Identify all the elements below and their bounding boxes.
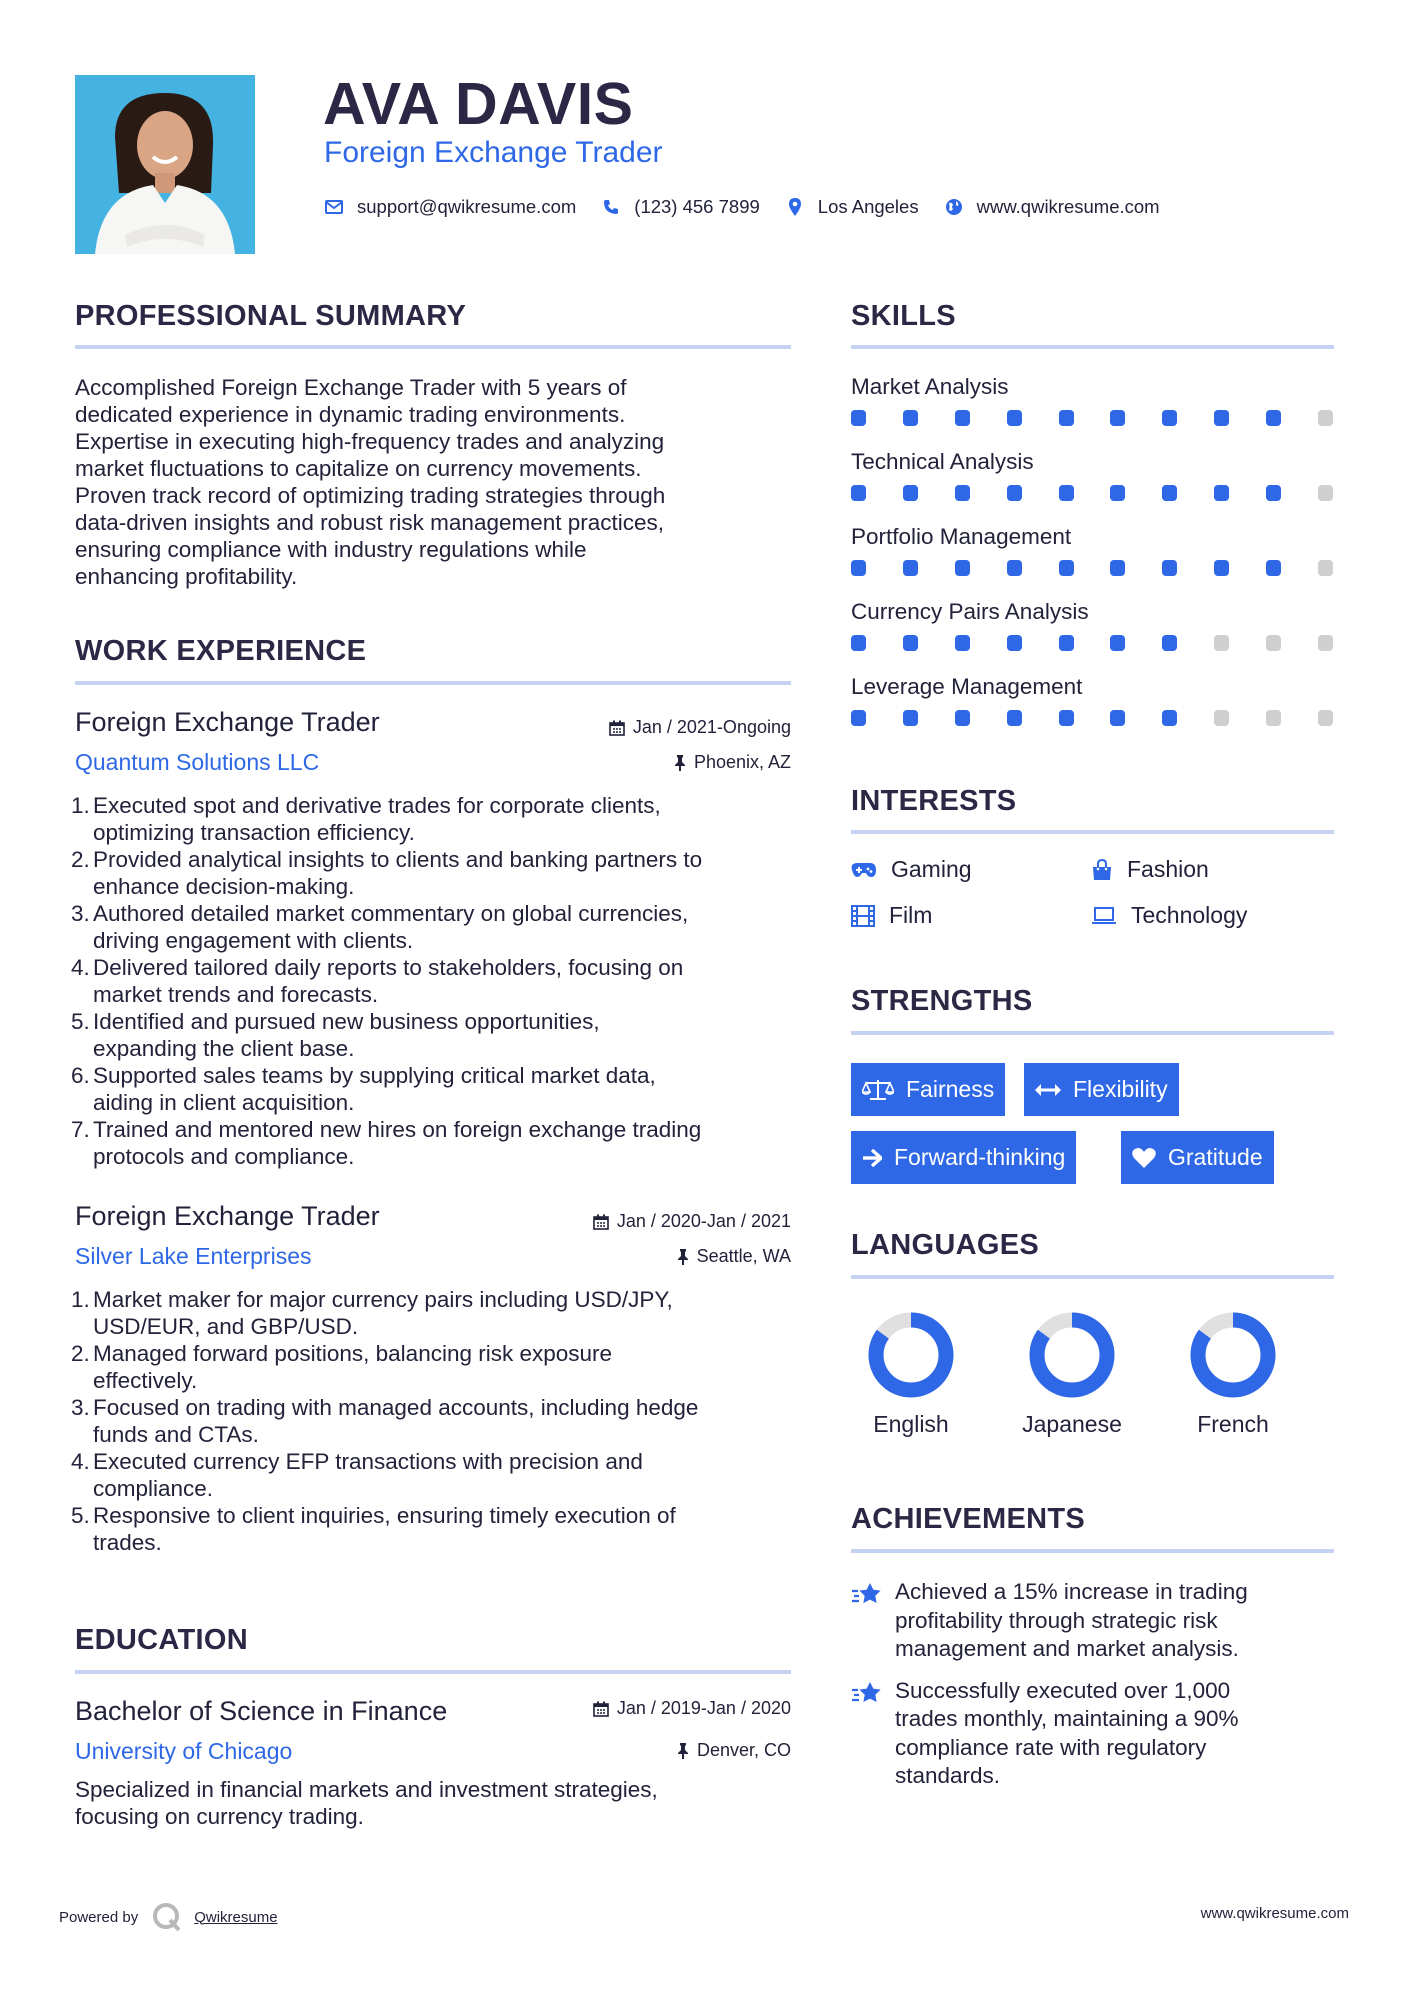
skill-item [851, 524, 1333, 576]
rating-dot-filled [1059, 410, 1074, 426]
map-marker-icon [784, 196, 806, 218]
job-date [609, 717, 791, 738]
list-item: 1. Executed spot and derivative trades for corporate clients, optimizing transaction efficiency. [71, 793, 661, 845]
strength-badge [1121, 1131, 1274, 1184]
powered-by-label: Powered by [59, 1908, 139, 1926]
rating-dot-empty [1266, 710, 1281, 726]
rating-dot-filled [955, 560, 970, 576]
pin-icon [674, 754, 686, 771]
rating-dot-filled [1059, 560, 1074, 576]
pin-icon [677, 1248, 689, 1265]
job-title: Foreign Exchange Trader [75, 1201, 380, 1231]
achievements-divider [851, 1549, 1334, 1553]
school-name: University of Chicago [75, 1738, 293, 1764]
rating-dot-empty [1318, 560, 1333, 576]
envelope-icon [323, 196, 345, 218]
rating-dot-filled [1007, 410, 1022, 426]
job-bullets [71, 792, 805, 1170]
rating-dot-filled [955, 485, 970, 501]
job-date-text: Jan / 2021-Ongoing [632, 717, 791, 737]
summary-line: data-driven insights and robust risk management practices, [75, 510, 665, 535]
contact-email[interactable]: support@qwikresume.com [357, 196, 577, 217]
interest-item [851, 902, 932, 929]
rating-dot-filled [1162, 710, 1177, 726]
rating-dot-filled [903, 710, 918, 726]
experience-heading: WORK EXPERIENCE [75, 635, 367, 667]
rating-dot-filled [1059, 635, 1074, 651]
summary-line: Expertise in executing high-frequency trades and analyzing [75, 429, 665, 454]
job-bullets [71, 1286, 805, 1556]
gamepad-icon [851, 861, 877, 879]
strength-badge [851, 1131, 1076, 1184]
skill-rating [851, 635, 1333, 651]
job-location [674, 752, 791, 773]
rating-dot-empty [1266, 635, 1281, 651]
list-item: 4. Executed currency EFP transactions with precision and compliance. [71, 1449, 643, 1501]
rating-dot-filled [1110, 560, 1125, 576]
interest-label: Gaming [891, 856, 972, 882]
rating-dot-filled [851, 710, 866, 726]
skills-divider [851, 345, 1334, 349]
summary-line: ensuring compliance with industry regulations while [75, 537, 587, 562]
education-date-text: Jan / 2019-Jan / 2020 [616, 1698, 791, 1718]
skill-item [851, 599, 1333, 651]
rating-dot-filled [1162, 485, 1177, 501]
education-heading: EDUCATION [75, 1624, 248, 1656]
rating-dot-filled [1266, 410, 1281, 426]
strengths-heading: STRENGTHS [851, 985, 1033, 1017]
languages-heading: LANGUAGES [851, 1229, 1039, 1261]
skill-item [851, 449, 1333, 501]
rating-dot-filled [1214, 410, 1229, 426]
interest-item [851, 856, 972, 883]
rating-dot-filled [1110, 485, 1125, 501]
job-title: Foreign Exchange Trader [75, 707, 380, 737]
interests-heading: INTERESTS [851, 785, 1017, 817]
language-donut [841, 1310, 981, 1402]
skill-rating [851, 485, 1333, 501]
star-award-icon [851, 1582, 883, 1608]
rating-dot-empty [1318, 710, 1333, 726]
contact-website[interactable]: www.qwikresume.com [976, 196, 1160, 217]
experience-divider [75, 681, 791, 685]
summary-heading: PROFESSIONAL SUMMARY [75, 300, 467, 332]
qwikresume-link[interactable]: Qwikresume [194, 1908, 278, 1926]
arrow-right-icon [862, 1149, 882, 1167]
rating-dot-filled [1059, 485, 1074, 501]
summary-line: enhancing profitability. [75, 564, 298, 589]
star-award-icon [851, 1681, 883, 1707]
rating-dot-filled [1007, 485, 1022, 501]
skill-name: Leverage Management [851, 674, 1083, 699]
contact-bar [323, 194, 1184, 220]
languages-divider [851, 1275, 1334, 1279]
strength-label: Fairness [906, 1076, 995, 1102]
language-label: English [873, 1411, 949, 1437]
calendar-icon [593, 1701, 609, 1717]
skills-heading: SKILLS [851, 300, 956, 332]
rating-dot-filled [903, 635, 918, 651]
list-item: 1. Market maker for major currency pairs including USD/JPY, USD/EUR, and GBP/USD. [71, 1287, 673, 1339]
rating-dot-filled [1214, 560, 1229, 576]
rating-dot-filled [1266, 560, 1281, 576]
contact-location: Los Angeles [817, 196, 919, 217]
job-date [593, 1211, 791, 1232]
profile-photo [75, 75, 255, 254]
phone-icon [600, 196, 622, 218]
rating-dot-filled [903, 560, 918, 576]
rating-dot-filled [1162, 635, 1177, 651]
strength-label: Forward-thinking [894, 1144, 1066, 1170]
language-item [1002, 1310, 1142, 1438]
skill-rating [851, 710, 1333, 726]
degree-title: Bachelor of Science in Finance [75, 1696, 448, 1726]
interest-label: Fashion [1127, 856, 1209, 882]
list-item: 5. Responsive to client inquiries, ensuring timely execution of trades. [71, 1503, 676, 1555]
rating-dot-filled [1007, 710, 1022, 726]
achievements-list [851, 1578, 1351, 1791]
education-date [593, 1698, 791, 1719]
rating-dot-empty [1318, 635, 1333, 651]
rating-dot-filled [1110, 410, 1125, 426]
education-description: Specialized in financial markets and investment strategies, focusing on currency trading. [75, 1777, 658, 1829]
pin-icon [677, 1742, 689, 1759]
list-item: 6. Supported sales teams by supplying critical market data, aiding in client acquisition. [71, 1063, 656, 1115]
skill-name: Portfolio Management [851, 524, 1072, 549]
language-donut [1002, 1310, 1142, 1402]
shopping-bag-icon [1091, 859, 1113, 881]
rating-dot-filled [903, 485, 918, 501]
rating-dot-filled [1162, 560, 1177, 576]
rating-dot-filled [1162, 410, 1177, 426]
job-date-text: Jan / 2020-Jan / 2021 [616, 1211, 791, 1231]
interest-label: Technology [1131, 902, 1248, 928]
education-divider [75, 1670, 791, 1674]
achievement-item: Successfully executed over 1,000 trades monthly, maintaining a 90% compliance rate with regulatory standards. [851, 1677, 1351, 1791]
rating-dot-filled [851, 560, 866, 576]
rating-dot-filled [955, 635, 970, 651]
rating-dot-filled [955, 410, 970, 426]
skill-name: Technical Analysis [851, 449, 1034, 474]
rating-dot-filled [1007, 560, 1022, 576]
strength-label: Gratitude [1168, 1144, 1263, 1170]
rating-dot-filled [1110, 710, 1125, 726]
job-location-text: Phoenix, AZ [693, 752, 791, 772]
skill-item [851, 674, 1333, 726]
summary-line: Proven track record of optimizing trading strategies through [75, 483, 666, 508]
languages-list [841, 1310, 1341, 1460]
strength-label: Flexibility [1073, 1076, 1168, 1102]
candidate-role: Foreign Exchange Trader [324, 136, 663, 169]
skill-name: Market Analysis [851, 374, 1009, 399]
summary-text [75, 374, 791, 590]
skill-rating [851, 560, 1333, 576]
education-location [677, 1740, 791, 1761]
rating-dot-filled [851, 635, 866, 651]
candidate-name: AVA DAVIS [323, 71, 634, 137]
film-icon [851, 905, 875, 927]
summary-line: dedicated experience in dynamic trading environments. [75, 402, 626, 427]
skill-name: Currency Pairs Analysis [851, 599, 1089, 624]
summary-divider [75, 345, 791, 349]
strength-badge [1024, 1063, 1179, 1116]
summary-line: market fluctuations to capitalize on currency movements. [75, 456, 642, 481]
laptop-icon [1091, 906, 1117, 926]
job-company: Quantum Solutions LLC [75, 749, 320, 775]
summary-line: Accomplished Foreign Exchange Trader with 5 years of [75, 375, 627, 400]
language-item [841, 1310, 981, 1438]
balance-scale-icon [862, 1079, 894, 1101]
interest-item [1091, 856, 1209, 883]
language-item [1163, 1310, 1303, 1438]
list-item: 3. Focused on trading with managed accounts, including hedge funds and CTAs. [71, 1395, 699, 1447]
list-item: 4. Delivered tailored daily reports to stakeholders, focusing on market trends and forecasts. [71, 955, 684, 1007]
contact-phone[interactable]: (123) 456 7899 [634, 196, 760, 217]
language-label: Japanese [1022, 1411, 1122, 1437]
rating-dot-empty [1214, 635, 1229, 651]
job-location [677, 1246, 791, 1267]
skill-item [851, 374, 1333, 426]
job-company: Silver Lake Enterprises [75, 1243, 312, 1269]
footer-powered-by [59, 1902, 278, 1932]
footer-website[interactable]: www.qwikresume.com [1200, 1905, 1349, 1922]
achievement-item: Achieved a 15% increase in trading profitability through strategic risk management and market analysis. [851, 1578, 1351, 1664]
rating-dot-filled [1007, 635, 1022, 651]
interest-label: Film [889, 902, 933, 928]
strength-badge [851, 1063, 1005, 1116]
calendar-icon [609, 720, 625, 736]
language-donut [1163, 1310, 1303, 1402]
qwikresume-logo-icon [152, 1902, 182, 1932]
heart-icon [1132, 1147, 1156, 1169]
skill-rating [851, 410, 1333, 426]
rating-dot-filled [1266, 485, 1281, 501]
rating-dot-filled [851, 410, 866, 426]
achievements-heading: ACHIEVEMENTS [851, 1503, 1086, 1535]
rating-dot-empty [1318, 410, 1333, 426]
profile-photo-illustration [75, 75, 255, 254]
rating-dot-filled [1059, 710, 1074, 726]
rating-dot-empty [1318, 485, 1333, 501]
rating-dot-filled [903, 410, 918, 426]
calendar-icon [593, 1214, 609, 1230]
interest-item [1091, 902, 1247, 929]
rating-dot-filled [1214, 485, 1229, 501]
list-item: 2. Managed forward positions, balancing risk exposure effectively. [71, 1341, 613, 1393]
job-location-text: Seattle, WA [696, 1246, 791, 1266]
strengths-divider [851, 1031, 1334, 1035]
rating-dot-filled [851, 485, 866, 501]
rating-dot-filled [955, 710, 970, 726]
list-item: 2. Provided analytical insights to clients and banking partners to enhance decision-making. [71, 847, 703, 899]
list-item: 3. Authored detailed market commentary on global currencies, driving engagement with clients. [71, 901, 689, 953]
interests-divider [851, 830, 1334, 834]
language-label: French [1197, 1411, 1269, 1437]
education-location-text: Denver, CO [696, 1740, 791, 1760]
rating-dot-empty [1214, 710, 1229, 726]
list-item: 5. Identified and pursued new business opportunities, expanding the client base. [71, 1009, 600, 1061]
rating-dot-filled [1110, 635, 1125, 651]
globe-icon [943, 196, 965, 218]
arrows-horizontal-icon [1035, 1083, 1061, 1097]
list-item: 7. Trained and mentored new hires on foreign exchange trading protocols and compliance. [71, 1117, 702, 1169]
